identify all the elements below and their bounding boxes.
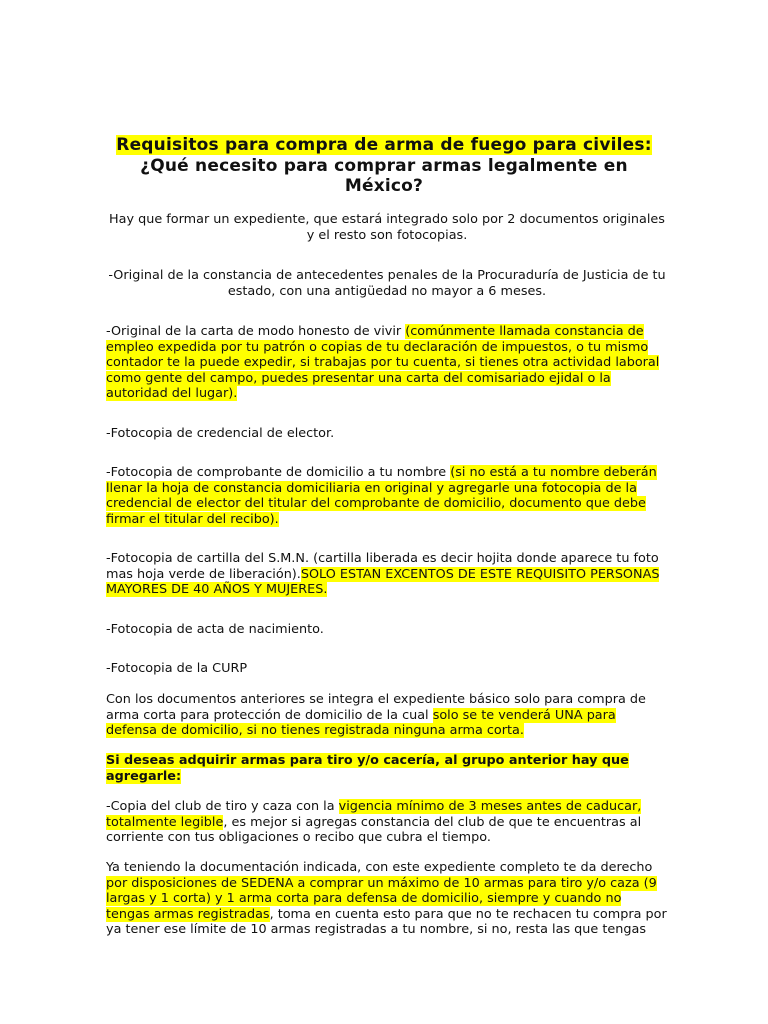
requirement-curp: -Fotocopia de la CURP (106, 661, 248, 676)
page-title (100, 135, 668, 197)
final-text: Ya teniendo la documentación indicada, con este expediente completo te da derecho (106, 860, 653, 875)
final-paragraph (106, 860, 668, 938)
requirement-credencial-elector: -Fotocopia de credencial de elector. (106, 426, 335, 441)
tiro-caceria-heading-text: Si deseas adquirir armas para tiro y/o cacería, al grupo anterior hay que agregarle: (106, 753, 629, 784)
requirement-carta-highlight: (comúnmente llamada constancia de empleo expedida por tu patrón o copias de tu declaración de impuestos, o tu mismo contador te la puede expedir, si trabajas por tu cuenta, si tienes otra actividad laboral como gente del campo, puedes presentar una carta del comisariado ejidal o la autoridad del lugar). (106, 324, 660, 402)
requirement-acta-nacimiento: -Fotocopia de acta de nacimiento. (106, 622, 324, 637)
requirement-club-text-end: , es mejor si agregas constancia del club de que te encuentras al corriente con tus obligaciones o recibo que cubra el tiempo. (106, 814, 642, 846)
requirement-club-highlight: vigencia mínimo de 3 meses antes de caducar, totalmente legible (106, 799, 642, 830)
requirement-domicilio-highlight: (si no está a tu nombre deberán llenar la hoja de constancia domiciliaria en original y agregarle una fotocopia de la credencial de elector del titular del comprobante de domicilio, documento que debe firmar el titular del recibo). (106, 465, 657, 527)
requirement-domicilio-text: -Fotocopia de comprobante de domicilio a tu nombre (106, 465, 451, 480)
requirement-comprobante-domicilio (106, 465, 668, 527)
final-text-end: , toma en cuenta esto para que no te rechacen tu compra por ya tener ese límite de 10 armas registradas a tu nombre, si no, resta las que tengas (106, 906, 667, 938)
requirement-antecedentes: -Original de la constancia de antecedentes penales de la Procuraduría de Justicia de tu estado, con una antigüedad no mayor a 6 meses. (108, 268, 666, 299)
tiro-caceria-heading (106, 753, 668, 784)
final-highlight: por disposiciones de SEDENA a comprar un máximo de 10 armas para tiro y/o caza (9 largas y 1 corta) y 1 arma corta para defensa de domicilio, siempre y cuando no tengas armas registradas (106, 875, 657, 922)
requirement-cartilla-smn (106, 551, 668, 598)
requirement-cartilla-text: -Fotocopia de cartilla del S.M.N. (cartilla liberada es decir hojita donde aparece tu foto mas hoja verde de liberación). (106, 551, 659, 582)
requirement-club-text: -Copia del club de tiro y caza con la (106, 799, 339, 814)
title-line-1: Requisitos para compra de arma de fuego para civiles: (116, 135, 652, 155)
requirement-carta-text: -Original de la carta de modo honesto de vivir (106, 324, 406, 339)
requirement-cartilla-highlight: SOLO ESTAN EXCENTOS DE ESTE REQUISITO PERSONAS MAYORES DE 40 AÑOS Y MUJERES. (106, 566, 660, 598)
intro-paragraph: Hay que formar un expediente, que estará integrado solo por 2 documentos originales y el resto son fotocopias. (109, 212, 665, 243)
expediente-basico-text: Con los documentos anteriores se integra el expediente básico solo para compra de arma corta para protección de domicilio de la cual (106, 692, 646, 723)
requirement-carta-honesto-vivir (106, 324, 668, 402)
requirement-club-tiro (106, 799, 668, 846)
expediente-basico-paragraph (106, 692, 668, 739)
title-line-2: ¿Qué necesito para comprar armas legalmente en México? (140, 155, 628, 196)
expediente-basico-highlight: solo se te venderá UNA para defensa de domicilio, si no tienes registrada ninguna arma corta. (106, 707, 616, 739)
